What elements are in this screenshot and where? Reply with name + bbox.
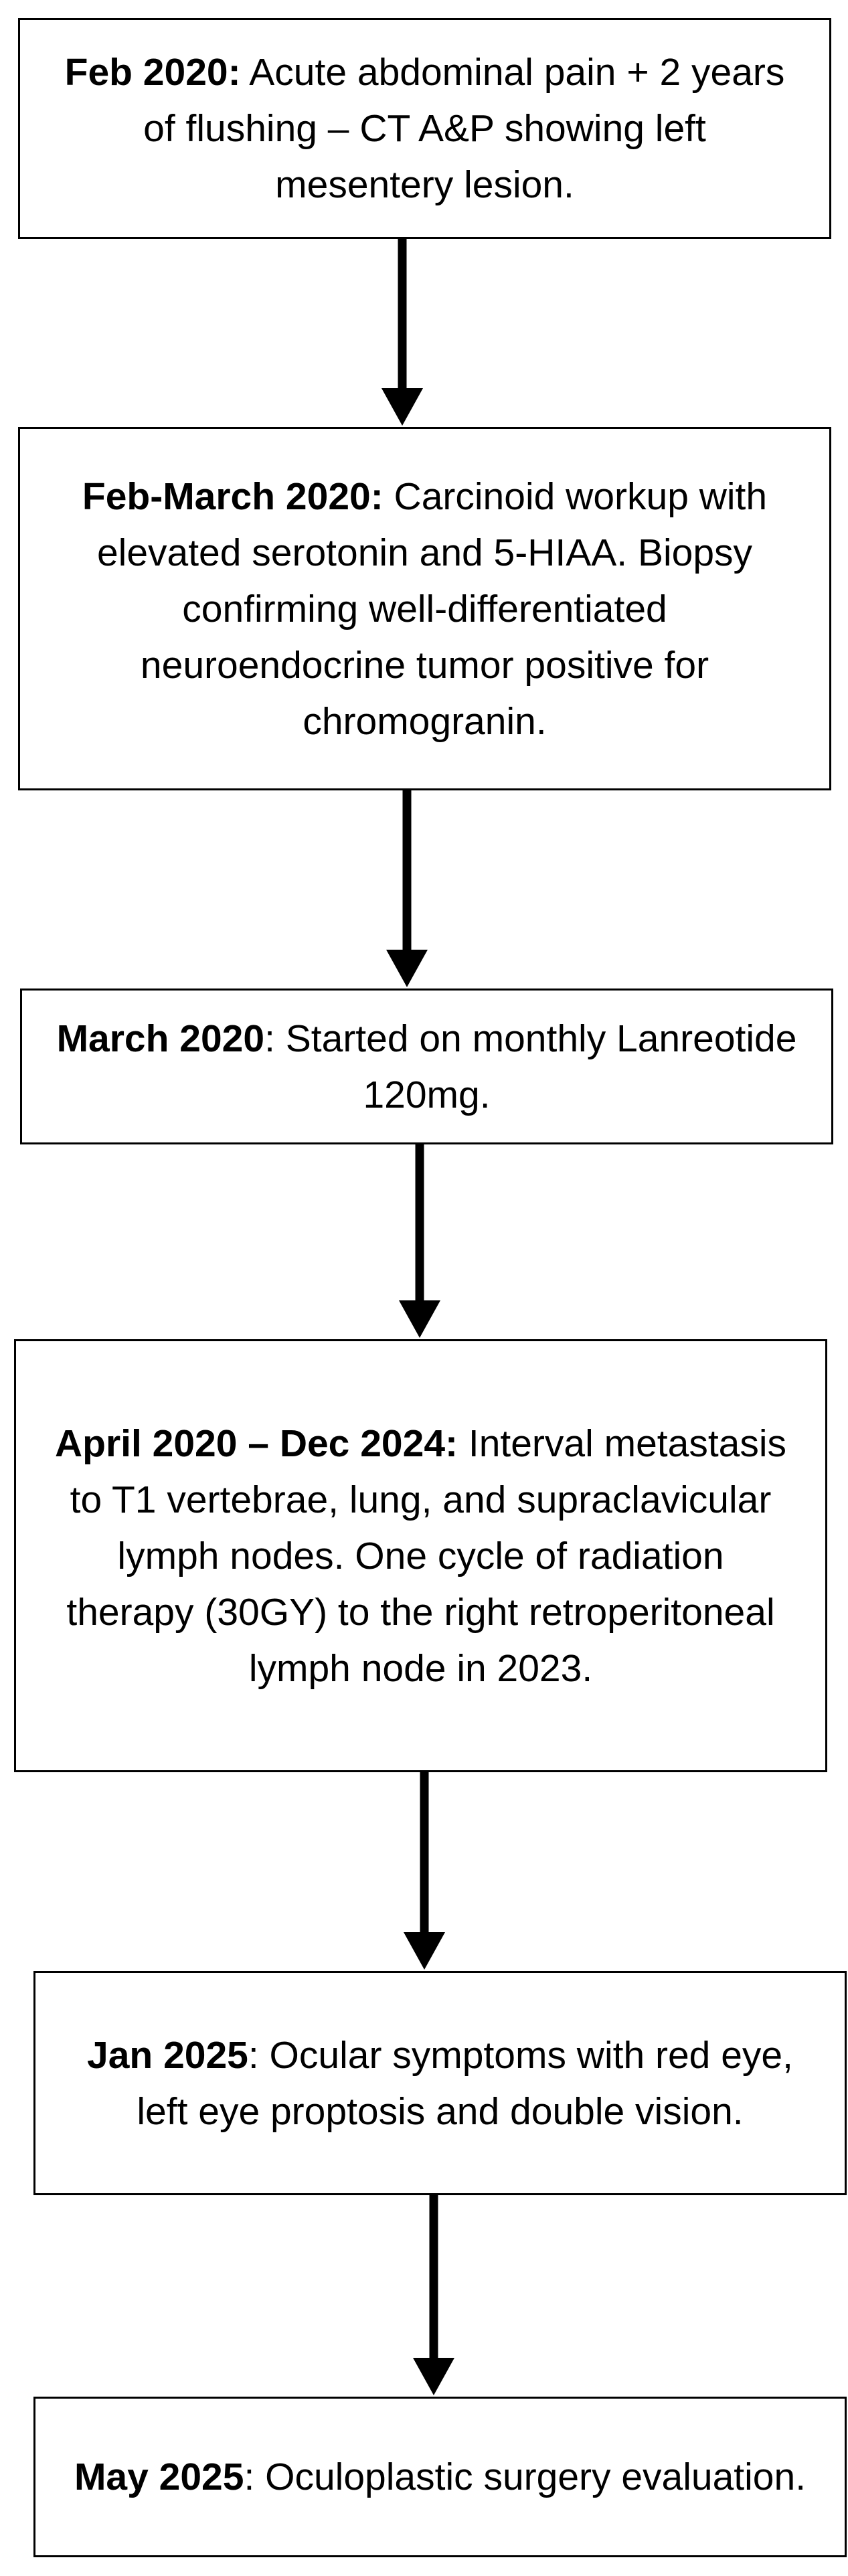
event-date-label: Feb 2020: (64, 51, 241, 94)
arrow-4-head (404, 1932, 445, 1970)
event-description: Acute abdominal pain + 2 years of flushing – CT A&P showing left mesentery lesion. (143, 51, 785, 206)
event-date-label: April 2020 – Dec 2024: (54, 1422, 458, 1465)
event-description: : Started on monthly Lanreotide 120mg. (264, 1017, 797, 1116)
arrow-2-head (386, 950, 428, 987)
arrow-1-head (381, 388, 423, 426)
event-date-label: March 2020 (56, 1017, 265, 1060)
event-date-label: Jan 2025 (87, 2033, 248, 2077)
event-description: : Ocular symptoms with red eye, left eye proptosis and double vision. (137, 2033, 793, 2133)
event-date-label: Feb-March 2020: (82, 475, 384, 518)
event-date-label: May 2025 (74, 2456, 244, 2498)
arrow-3-head (399, 1300, 440, 1338)
event-description: Interval metastasis to T1 vertebrae, lung, and supraclavicular lymph nodes. One cycle of radiation therapy (30GY) to the right retroperitoneal lymph node in 2023. (66, 1422, 787, 1690)
event-description: Carcinoid workup with elevated serotonin and 5-HIAA. Biopsy confirming well-differentiated neuroendocrine tumor positive for chromogranin. (96, 475, 768, 743)
event-description: : Oculoplastic surgery evaluation. (244, 2456, 807, 2498)
arrow-5-head (413, 2358, 454, 2395)
